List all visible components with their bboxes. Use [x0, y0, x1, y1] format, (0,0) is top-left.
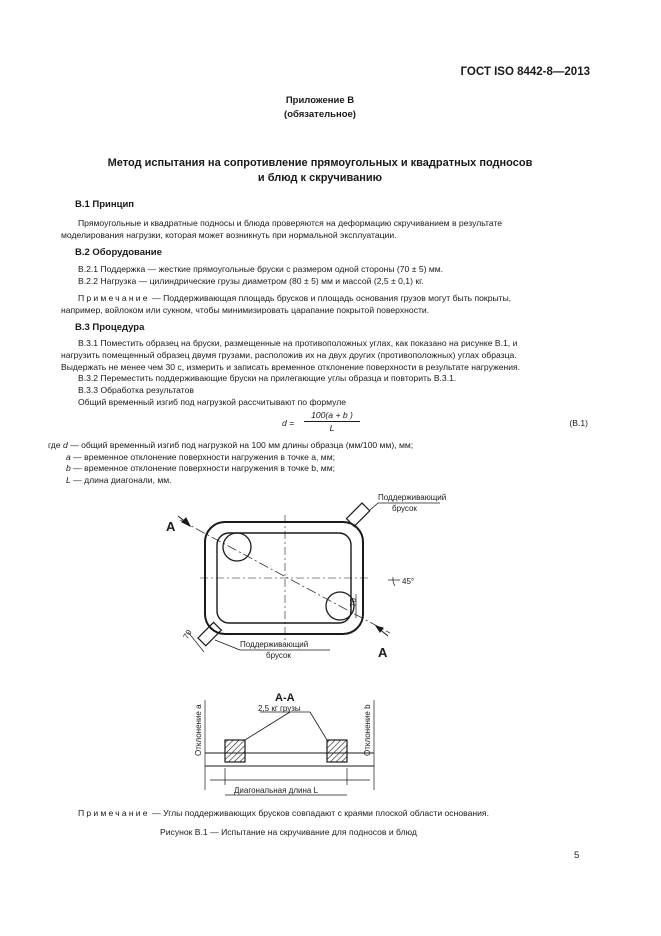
support-leader-top	[370, 503, 378, 510]
heading-b1: В.1 Принцип	[75, 199, 135, 210]
figure-caption: Рисунок В.1 — Испытание на скручивание для подносов и блюд	[160, 827, 417, 837]
legend-symbol: b	[66, 463, 71, 473]
heading-b3: В.3 Процедура	[75, 322, 145, 333]
weight-block-right	[327, 740, 347, 762]
support-label-bottom-line-2: брусок	[266, 651, 291, 660]
b3-item-1-line-3: Выдержать не менее чем 30 с, измерить и записать временное отклонение поверхности в результате нагружения.	[61, 362, 521, 372]
appendix-label: Приложение В	[285, 95, 355, 106]
standard-code: ГОСТ ISO 8442-8—2013	[460, 66, 590, 78]
formula-number: (В.1)	[569, 418, 588, 428]
support-label-top-line-2: брусок	[392, 504, 417, 513]
section-mark-bottom: А	[378, 645, 388, 660]
title-line-2: и блюд к скручиванию	[257, 172, 383, 184]
angle-arc	[393, 577, 395, 586]
b3-item-1-line-2: нагрузить помещенный образец двумя грузами, расположив их на двух других (противоположных) углах образца.	[61, 350, 517, 360]
b1-text-line-1: Прямоугольные и квадратные подносы и блюда проверяются на деформацию скручиванием в результате	[78, 218, 503, 228]
legend-symbol: d	[62, 440, 68, 450]
figure-note	[78, 808, 588, 819]
page-number: 5	[574, 850, 580, 861]
deflection-b-label: Отклонение b	[363, 704, 372, 756]
weight-circle-top-left	[223, 533, 251, 561]
support-block-bottom-left	[198, 622, 221, 645]
legend-prefix: где	[48, 440, 63, 450]
tray-plan-view	[180, 503, 440, 652]
b1-text-line-2: моделирования нагрузки, которая может возникнуть при нормальной эксплуатации.	[61, 230, 397, 240]
weights-label: 2,5 кг грузы	[258, 704, 301, 713]
support-label-bottom-line-1: Поддерживающий	[240, 640, 309, 649]
deflection-a-label: Отклонение a	[194, 704, 203, 756]
b3-item-1-line-1: В.3.1 Поместить образец на бруски, размещенные на противоположных углах, как показано на рисунке В.1, и	[78, 338, 518, 348]
appendix-status: (обязательное)	[284, 109, 356, 120]
weights-leader-right	[310, 712, 327, 740]
dim-70-left-label: 70	[181, 628, 194, 641]
title-line-1: Метод испытания на сопротивление прямоугольных и квадратных подносов	[107, 157, 533, 169]
b2-note-line-2: например, войлоком или сукном, чтобы минимизировать царапание покрытой поверхности.	[61, 305, 430, 315]
b3-item-2: В.3.2 Переместить поддерживающие бруски на прилегающие углы образца и повторить В.3.1.	[78, 373, 457, 383]
b2-item-2: В.2.2 Нагрузка — цилиндрические грузы диаметром (80 ± 5) мм и массой (2,5 ± 0,1) кг.	[78, 276, 424, 286]
section-title: А-А	[275, 692, 295, 704]
dim-70-right-label: 70	[349, 598, 358, 607]
formula-numerator: 100(a + b )	[304, 410, 360, 422]
section-view	[205, 700, 374, 795]
formula-intro: Общий временный изгиб под нагрузкой рассчитывают по формуле	[78, 397, 347, 407]
support-block-top-right	[346, 503, 369, 526]
formula-lhs: d =	[282, 418, 295, 428]
figure-note-text: — Углы поддерживающих брусков совпадают с краями плоской области основания.	[149, 808, 489, 818]
legend-text: — временное отклонение поверхности нагружения в точке b, мм;	[70, 463, 336, 473]
formula-denominator: L	[329, 423, 335, 433]
note-text: — Поддерживающая площадь брусков и площадь основания грузов могут быть покрыты,	[149, 293, 512, 303]
section-mark-top: А	[166, 519, 176, 534]
diagonal-length-label: Диагональная длина L	[234, 786, 318, 795]
figure-note-label: Примечание	[78, 808, 150, 818]
legend-symbol: a	[66, 452, 71, 462]
note-label: Примечание	[78, 293, 150, 303]
legend-text: — временное отклонение поверхности нагружения в точке a, мм;	[70, 452, 336, 462]
b2-item-1: В.2.1 Поддержка — жесткие прямоугольные бруски с размером одной стороны (70 ± 5) мм.	[78, 264, 444, 274]
legend-text: — длина диагонали, мм.	[70, 475, 172, 485]
support-leader-bottom	[215, 640, 240, 650]
weight-block-left	[225, 740, 245, 762]
support-label-top-line-1: Поддерживающий	[378, 493, 447, 502]
weights-leader-left	[245, 712, 290, 740]
section-arrow-top-left	[178, 516, 190, 526]
b3-item-3: В.3.3 Обработка результатов	[78, 385, 194, 395]
legend-symbol: L	[66, 475, 71, 485]
heading-b2: В.2 Оборудование	[75, 247, 162, 258]
legend-text: — общий временный изгиб под нагрузкой на 100 мм длины образца (мм/100 мм), мм;	[67, 440, 414, 450]
angle-label: 45°	[402, 577, 415, 586]
